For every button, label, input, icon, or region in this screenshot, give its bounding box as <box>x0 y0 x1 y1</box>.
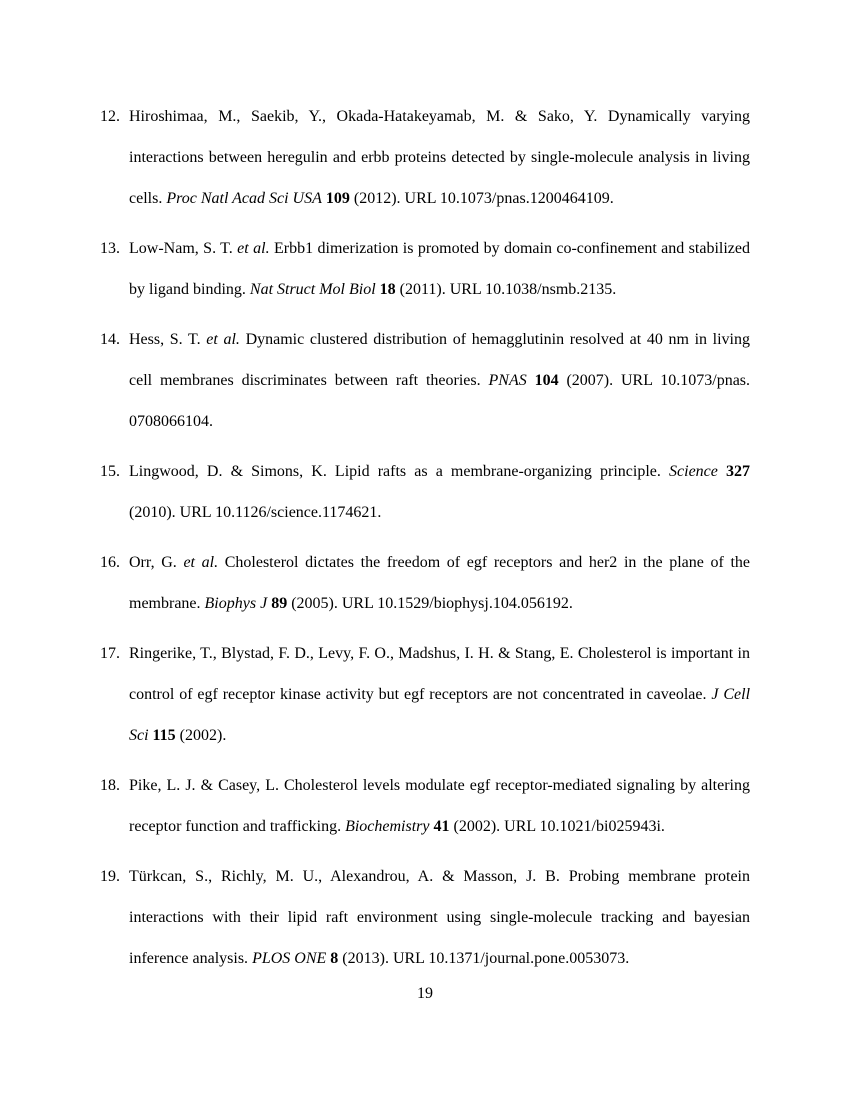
reference-body <box>129 856 750 979</box>
reference-item <box>100 856 750 979</box>
reference-number: 19. <box>100 868 120 885</box>
reference-body <box>129 96 750 219</box>
reference-number: 13. <box>100 240 120 257</box>
reference-et-al: et al. <box>237 240 270 257</box>
reference-body <box>129 633 750 756</box>
reference-authors-title: Pike, L. J. & Casey, L. Cholesterol levels modulate egf receptor-mediated signaling by altering receptor function and trafficking. <box>129 777 750 835</box>
reference-authors: Hess, S. T. <box>129 331 201 348</box>
reference-year-url: (2007). URL 10.1073/pnas.​0708066104. <box>129 372 751 430</box>
reference-journal: Nat Struct Mol Biol <box>249 281 376 298</box>
reference-volume: 41 <box>433 818 450 835</box>
reference-item <box>100 319 750 442</box>
reference-item <box>100 633 750 756</box>
reference-title: Dynamic clustered distribution of hemagglutinin resolved at 40 nm in living cell membranes discriminates between raft theories. <box>129 331 751 389</box>
reference-journal: Biochemistry <box>345 818 430 835</box>
reference-authors-title: Hiroshimaa, M., Saekib, Y., Okada-Hatakeyamab, M. & Sako, Y. Dynamically varying interactions between heregulin and erbb proteins detected by single-molecule analysis in living cells. <box>129 108 750 207</box>
reference-volume: 8 <box>330 950 339 967</box>
reference-year-url: (2012). URL 10.1073/pnas.1200464109. <box>353 190 614 207</box>
reference-body <box>129 765 750 847</box>
reference-journal: Biophys J <box>204 595 268 612</box>
reference-year-url: (2010). URL 10.1126/science.1174621. <box>129 504 382 521</box>
reference-volume: 89 <box>271 595 288 612</box>
reference-item <box>100 542 750 624</box>
reference-year-url: (2005). URL 10.1529/biophysj.104.056192. <box>291 595 573 612</box>
reference-volume: 327 <box>726 463 751 480</box>
reference-et-al: et al. <box>183 554 219 571</box>
reference-body <box>129 319 750 442</box>
reference-volume: 104 <box>534 372 559 389</box>
reference-list <box>100 96 750 988</box>
reference-body <box>129 451 750 533</box>
reference-journal: PLOS ONE <box>252 950 327 967</box>
reference-item <box>100 96 750 219</box>
reference-authors-title: Türkcan, S., Richly, M. U., Alexandrou, A. & Masson, J. B. Probing membrane protein interactions with their lipid raft environment using single-molecule tracking and bayesian inference analysis. <box>129 868 750 967</box>
page-number: 19 <box>417 985 433 1002</box>
reference-year-url: (2011). URL 10.1038/nsmb.2135. <box>399 281 617 298</box>
reference-journal: PNAS <box>488 372 527 389</box>
reference-title: Cholesterol dictates the freedom of egf receptors and her2 in the plane of the membrane. <box>129 554 751 612</box>
reference-authors-title: Lingwood, D. & Simons, K. Lipid rafts as a membrane-organizing principle. <box>129 463 661 480</box>
reference-journal: Science <box>669 463 718 480</box>
reference-title: Erbb1 dimerization is promoted by domain co-confinement and stabilized by ligand binding. <box>129 240 750 298</box>
reference-item <box>100 765 750 847</box>
reference-number: 16. <box>100 554 120 571</box>
reference-journal: Proc Natl Acad Sci USA <box>166 190 322 207</box>
reference-year-url: (2002). URL 10.1021/bi025943i. <box>453 818 665 835</box>
reference-number: 12. <box>100 108 120 125</box>
reference-number: 15. <box>100 463 120 480</box>
reference-authors: Low-Nam, S. T. <box>129 240 233 257</box>
reference-year-url: (2013). URL 10.1371/journal.pone.0053073. <box>342 950 630 967</box>
reference-year: (2002). <box>179 727 227 744</box>
reference-item <box>100 228 750 310</box>
reference-body <box>129 542 750 624</box>
reference-authors: Orr, G. <box>129 554 177 571</box>
reference-body <box>129 228 750 310</box>
reference-number: 17. <box>100 645 120 662</box>
reference-volume: 18 <box>379 281 396 298</box>
reference-item <box>100 451 750 533</box>
reference-authors-title: Ringerike, T., Blystad, F. D., Levy, F. O., Madshus, I. H. & Stang, E. Cholesterol is important in control of egf receptor kinase activity but egf receptors are not concentrated in caveolae. <box>129 645 750 703</box>
reference-volume: 115 <box>152 727 176 744</box>
reference-number: 14. <box>100 331 120 348</box>
reference-number: 18. <box>100 777 120 794</box>
reference-volume: 109 <box>325 190 350 207</box>
reference-et-al: et al. <box>206 331 240 348</box>
reference-journal: J Cell Sci <box>129 686 751 744</box>
